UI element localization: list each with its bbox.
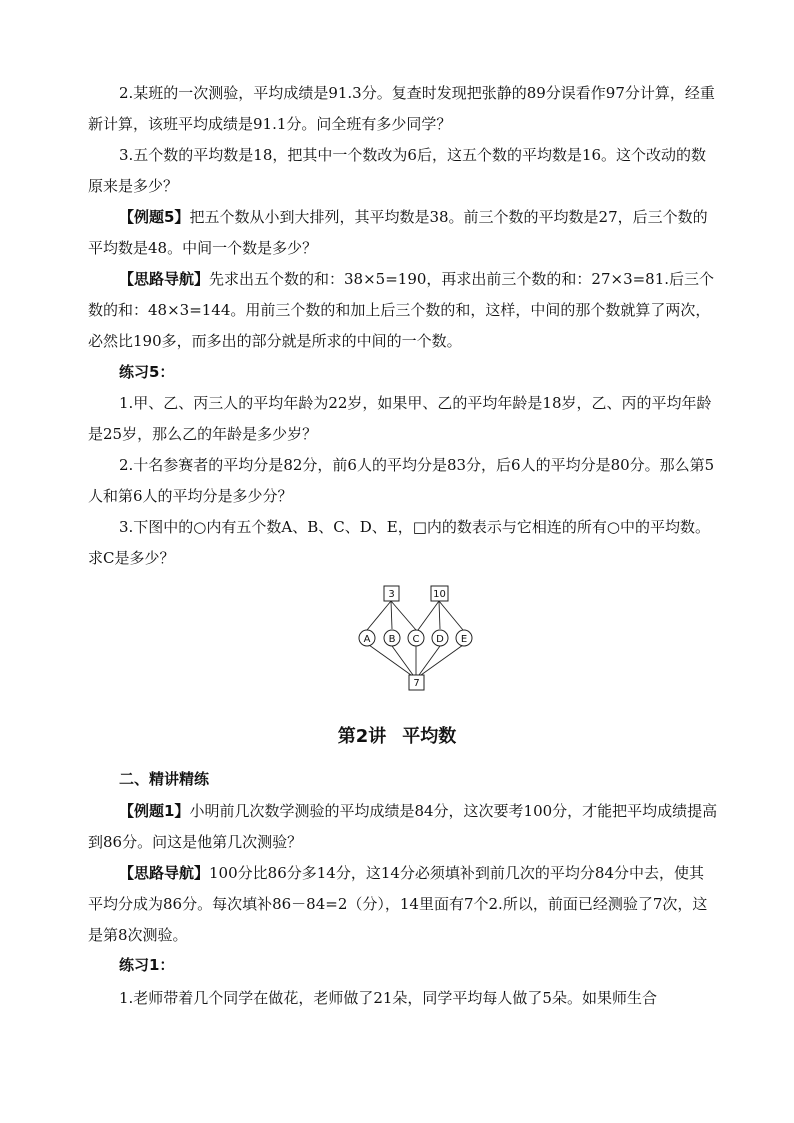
circle-b-label: B [388,634,396,645]
guide-1-text: 100分比86分多14分，这14分必须填补到前几次的平均分84分中去，使其平均分成为86分。每次填补86－84=2（分），14里面有7个2.所以，前面已经测验了7次，这是第8次测验。 [88,864,708,944]
guide-5-label: 【思路导航】 [119,270,210,288]
top-box-left-label: 3 [388,589,395,600]
bottom-box-label: 7 [413,678,420,689]
practice-5-q1: 1.甲、乙、丙三人的平均年龄为22岁，如果甲、乙的平均年龄是18岁，乙、丙的平均年龄是25岁，那么乙的年龄是多少岁？ [88,394,712,443]
problem-2: 2.某班的一次测验，平均成绩是91.3分。复查时发现把张静的89分误看作97分计算，经重新计算，该班平均成绩是91.1分。问全班有多少同学？ [88,84,715,133]
example-5-text: 把五个数从小到大排列，其平均数是38。前三个数的平均数是27，后三个数的平均数是48。中间一个数是多少？ [88,208,708,257]
lecture-title [0,722,794,748]
lecture-topic: 平均数 [402,726,457,747]
lecture-number: 第2讲 [337,726,387,747]
circle-c-label: C [412,634,420,645]
example-5-label: 【例题5】 [119,208,190,226]
practice-5-q3: 3.下图中的○内有五个数A、B、C、D、E，□内的数表示与它相连的所有○中的平均数。求C是多少？ [88,518,710,567]
average-diagram [355,582,495,694]
practice-5-heading: 练习5： [119,363,175,381]
example-1-text: 小明前几次数学测验的平均成绩是84分，这次要考100分，才能把平均成绩提高到86分。问这是他第几次测验？ [88,802,718,851]
practice-1-heading: 练习1： [119,956,175,974]
example-5 [88,202,718,264]
guide-1 [88,858,718,951]
practice-1-q1: 1.老师带着几个同学在做花，老师做了21朵，同学平均每人做了5朵。如果师生合 [119,989,657,1007]
practice-5-q2: 2.十名参赛者的平均分是82分，前6人的平均分是83分，后6人的平均分是80分。那么第5人和第6人的平均分是多少分？ [88,456,715,505]
example-1-label: 【例题1】 [119,802,190,820]
example-1 [88,796,718,858]
guide-5-text: 先求出五个数的和：38×5=190，再求出前三个数的和：27×3=81.后三个数的和：48×3=144。用前三个数的和加上后三个数的和，这样，中间的那个数就算了两次，必然比190多，而多出的部分就是所求的中间的一个数。 [88,270,715,350]
top-box-right-label: 10 [433,589,446,600]
circle-a-label: A [363,634,371,645]
circle-d-label: D [436,634,444,645]
circle-e-label: E [460,634,468,645]
section-heading: 二、精讲精练 [119,770,210,788]
guide-5 [88,264,718,357]
guide-1-label: 【思路导航】 [119,864,210,882]
problem-3: 3.五个数的平均数是18，把其中一个数改为6后，这五个数的平均数是16。这个改动的数原来是多少？ [88,146,707,195]
